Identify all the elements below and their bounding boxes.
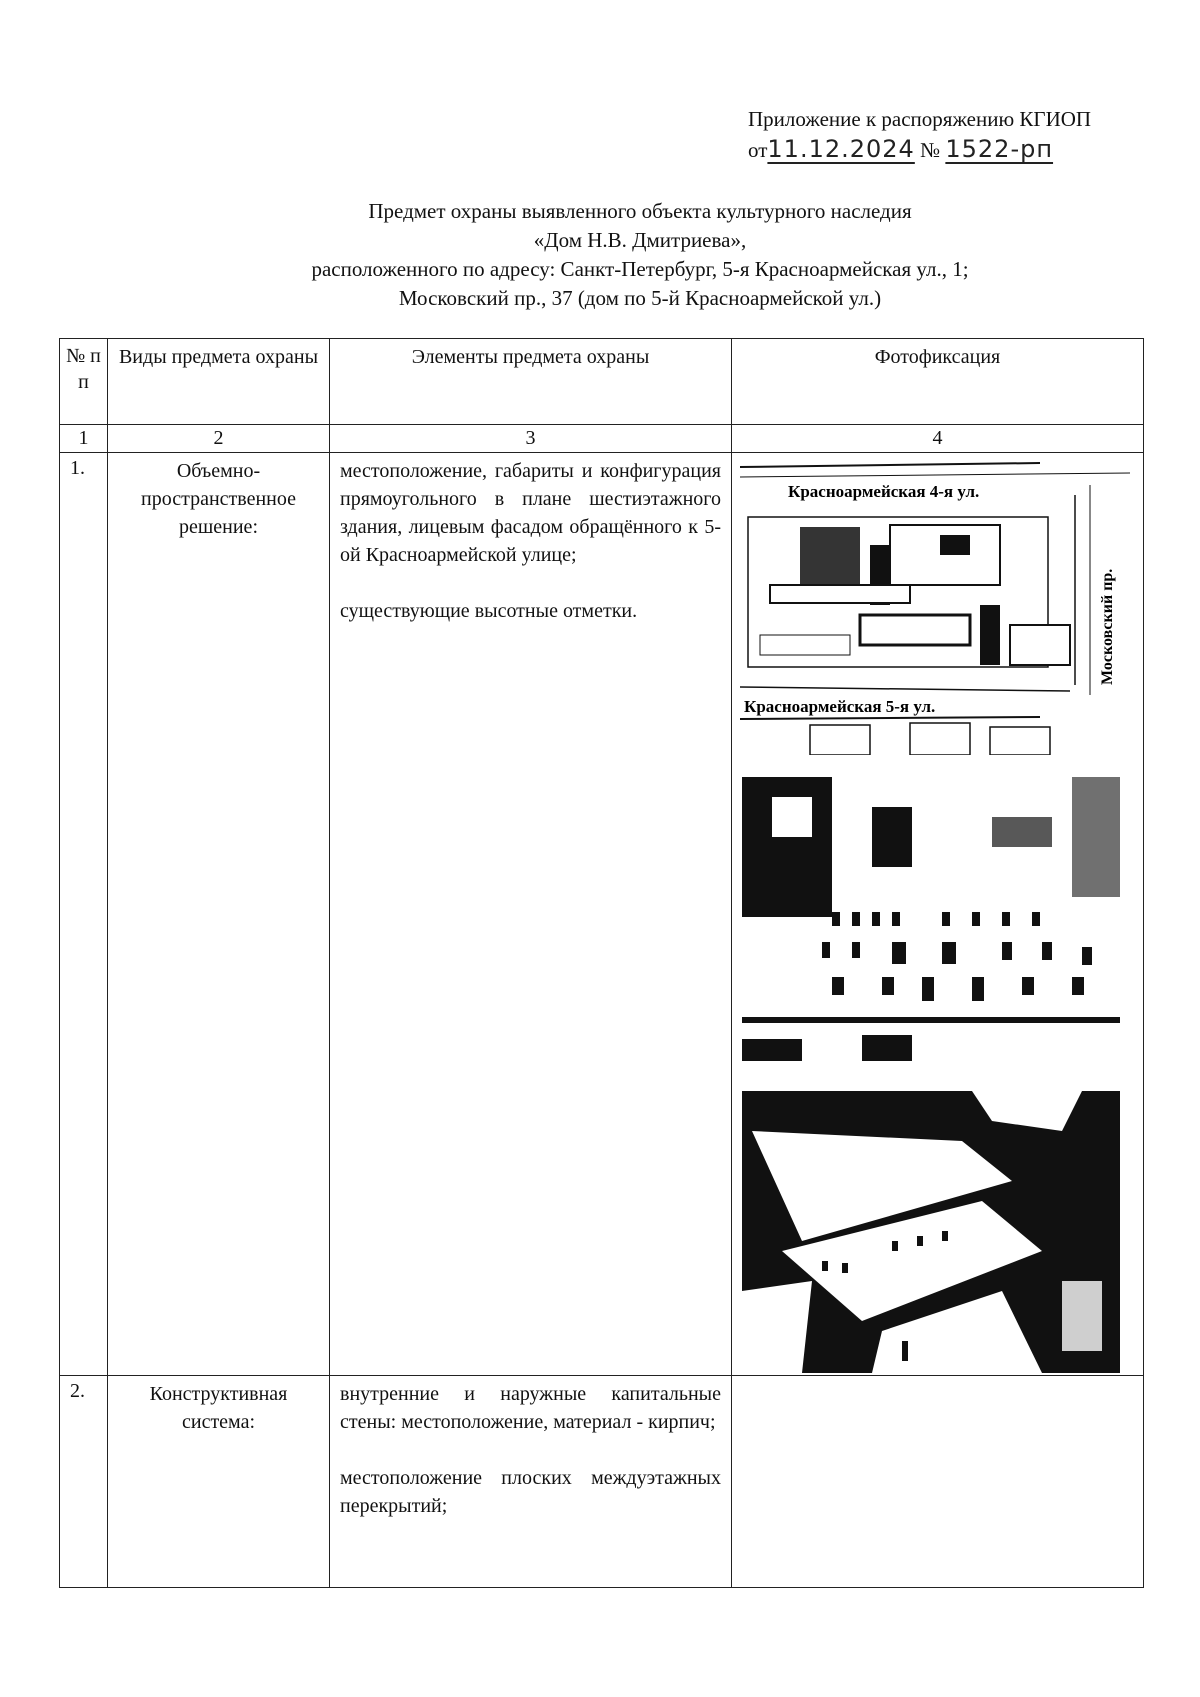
- aerial-photo-1: [742, 777, 1120, 1061]
- document-header: [748, 104, 1168, 165]
- number-prefix: №: [920, 138, 941, 162]
- date-value: 11.12.2024: [767, 135, 915, 163]
- index-cell: 4: [732, 425, 1144, 453]
- protection-subject-table: [59, 338, 1144, 1588]
- appendix-line: Приложение к распоряжению КГИОП: [748, 107, 1092, 131]
- table-row: [60, 1376, 1144, 1588]
- map-street-top: Красноармейская 4-я ул.: [788, 482, 980, 501]
- row-number: 1.: [60, 453, 108, 1376]
- title-line-1: Предмет охраны выявленного объекта культурного наследия: [368, 199, 912, 223]
- title-line-4: Московский пр., 37 (дом по 5-й Красноармейской ул.): [398, 286, 882, 310]
- row-elements: [330, 453, 732, 1376]
- title-line-2: «Дом Н.В. Дмитриева»,: [533, 228, 747, 252]
- header-elements: Элементы предмета охраны: [330, 339, 732, 425]
- aerial-photo-2: [742, 1091, 1120, 1373]
- table-header-row: [60, 339, 1144, 425]
- elements-paragraph: местоположение плоских междуэтажных перекрытий;: [340, 1467, 721, 1517]
- document-title: [40, 197, 1200, 313]
- row-elements: [330, 1376, 732, 1588]
- map-street-bottom: Красноармейская 5-я ул.: [744, 697, 936, 716]
- index-cell: 3: [330, 425, 732, 453]
- photo-cell-empty: [732, 1376, 1144, 1588]
- title-line-3: расположенного по адресу: Санкт-Петербург, 5-я Красноармейская ул., 1;: [311, 257, 969, 281]
- number-value: 1522-рп: [945, 135, 1054, 163]
- photo-cell: [732, 453, 1144, 1376]
- row-type: Объемно-пространственное решение:: [108, 453, 330, 1376]
- date-prefix: от: [748, 138, 768, 162]
- row-number: 2.: [60, 1376, 108, 1588]
- table-index-row: [60, 425, 1144, 453]
- index-cell: 2: [108, 425, 330, 453]
- header-photo: Фотофиксация: [732, 339, 1144, 425]
- table-row: [60, 453, 1144, 1376]
- elements-paragraph: существующие высотные отметки.: [340, 600, 638, 622]
- elements-paragraph: внутренние и наружные капитальные стены: местоположение, материал - кирпич;: [340, 1383, 721, 1433]
- situation-map-image: [740, 455, 1136, 755]
- row-type: Конструктивная система:: [108, 1376, 330, 1588]
- index-cell: 1: [60, 425, 108, 453]
- elements-paragraph: местоположение, габариты и конфигурация прямоугольного в плане шестиэтажного здания, лицевым фасадом обращённого к 5-ой Красноармейской улице;: [340, 460, 721, 566]
- map-avenue: Московский пр.: [1099, 568, 1116, 685]
- header-type: Виды предмета охраны: [108, 339, 330, 425]
- date-number-line: [748, 134, 1168, 165]
- header-num: № п п: [60, 339, 108, 425]
